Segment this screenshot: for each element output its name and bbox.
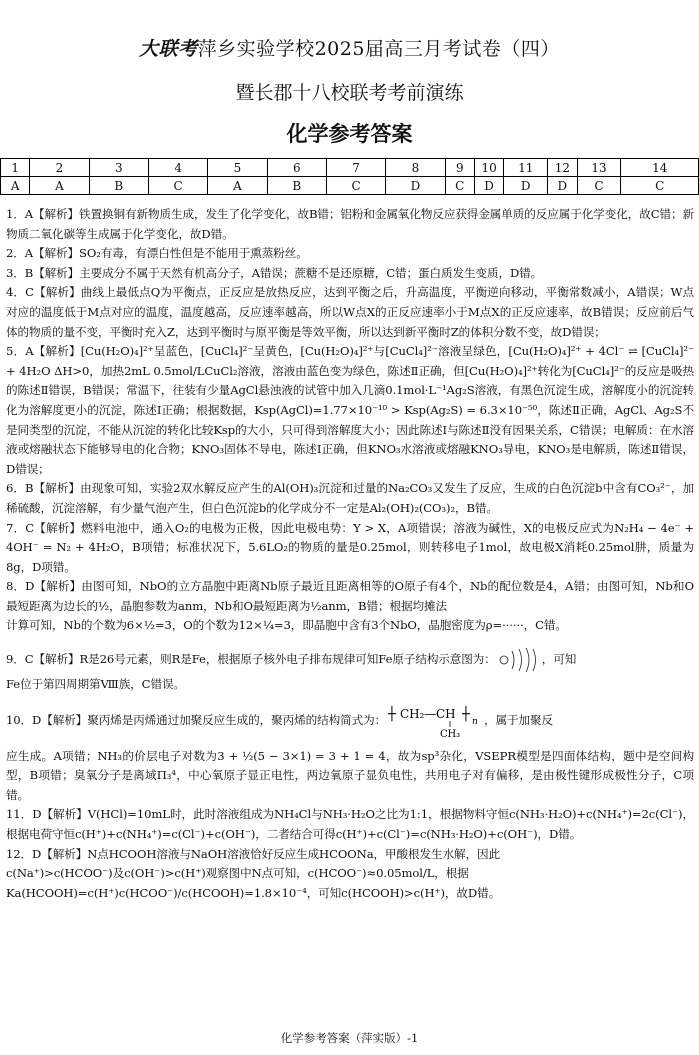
explanation-q2: 2．A【解析】SO₂有毒，有漂白性但是不能用于熏蒸粉丝。	[6, 246, 308, 261]
table-cell: 7	[326, 159, 385, 177]
explanation-q10-cont: ，属于加聚反	[484, 712, 554, 727]
table-cell: 5	[208, 159, 267, 177]
polypropylene-structure	[386, 704, 484, 738]
table-cell: D	[504, 177, 548, 195]
atom-shell-diagram-icon	[496, 645, 542, 675]
table-cell: C	[326, 177, 385, 195]
explanation-q9-cont: ，可知	[541, 652, 577, 667]
explanation-q1: 1．A【解析】铁置换铜有新物质生成，发生了化学变化，故B错；铝粉和金属氧化物反应获得金属单质的反应属于化学变化，故C错；新物质二氧化碳等生成属于化学变化，故D错。	[6, 207, 694, 241]
explanation-q12-part2: c(Na⁺)>c(HCOO⁻)及c(OH⁻)>c(H⁺)观察图中N点可知，c(HCOO⁻)≈0.05mol/L，根据	[6, 866, 469, 881]
table-row-answers	[1, 177, 699, 195]
table-cell: D	[386, 177, 445, 195]
table-cell: 2	[30, 159, 89, 177]
table-cell: B	[89, 177, 148, 195]
page-footer: 化学参考答案（萍实版）-1	[280, 1031, 419, 1045]
table-cell: C	[148, 177, 207, 195]
explanation-q6: 6．B【解析】由现象可知，实验2双水解反应产生的Al(OH)₃沉淀和过量的Na₂CO₃又发生了反应，生成的白色沉淀b中含有CO₃²⁻，加稀硫酸，沉淀溶解，有少量气泡产生，但白色沉淀b的化学成分不一定是Al₂(OH)₂(CO₃)₂，B错。	[6, 481, 694, 515]
exam-title	[0, 34, 699, 61]
explanation-q4: 4．C【解析】曲线上最低点Q为平衡点，正反应是放热反应，达到平衡之后，升高温度，平衡逆向移动，平衡常数减小，A错误；W点对应的温度低于M点对应的温度，温度越高，反应速率越高，所以W点X的正反应速率小于M点X的正反应速率，故B错误；反应前后气体的物质的量不变，平衡时充入Z，达到平衡时与原平衡是等效平衡，所以达到新平衡时Z的体积分数不变，故D错误；	[6, 285, 694, 339]
explanation-q10-end: 应生成。A项错；NH₃的价层电子对数为3 + ½(5 − 3×1) = 3 + 1 = 4，故为sp³杂化，VSEPR模型是四面体结构，题中是空间构型，B项错；臭氧分子是离域Π₃⁴，中心氧原子显正电性，两边氧原子显负电性，共用电子对有偏移，是由极性键形成极性分子，C项错。	[6, 748, 694, 802]
table-cell: 12	[548, 159, 577, 177]
explanations	[6, 205, 694, 903]
explanation-q9-end: Fe位于第四周期第Ⅷ族，C错误。	[6, 677, 185, 692]
table-cell: 9	[445, 159, 474, 177]
svg-text:┼: ┼	[388, 706, 396, 722]
explanation-q3: 3．B【解析】主要成分不属于天然有机高分子，A错误；蔗糖不是还原糖，C错；蛋白质发生变质，D错。	[6, 265, 543, 280]
explanation-q9-text: 9．C【解析】R是26号元素，则R是Fe，根据原子核外电子排布规律可知Fe原子结构示意图为：	[6, 652, 496, 667]
table-cell: B	[267, 177, 326, 195]
table-cell: 8	[386, 159, 445, 177]
explanation-q10-text: 10．D【解析】聚丙烯是丙烯通过加聚反应生成的，聚丙烯的结构简式为：	[6, 712, 387, 727]
table-cell: C	[621, 177, 699, 195]
table-cell: 11	[504, 159, 548, 177]
polymer-n: n	[472, 716, 478, 727]
table-cell: 4	[148, 159, 207, 177]
table-cell: 6	[267, 159, 326, 177]
explanation-q12-part1: 12．D【解析】N点HCOOH溶液与NaOH溶液恰好反应生成HCOONa，甲酸根发生水解，因此	[6, 846, 500, 861]
table-cell: 13	[577, 159, 621, 177]
explanation-q5: 5．A【解析】[Cu(H₂O)₄]²⁺呈蓝色，[CuCl₄]²⁻呈黄色，[Cu(H₂O)₄]²⁺与[CuCl₄]²⁻溶液呈绿色，[Cu(H₂O)₄]²⁺ + 4Cl⁻ ⇌ [CuCl₄]²⁻ + 4H₂O ΔH>0，加热2mL 0.5mol/LCuCl₂溶液，溶液由蓝色变为绿色，陈述Ⅱ正确，但[Cu(H₂O)₄]²⁺转化为[CuCl₄]²⁻的反应是吸热的陈述Ⅱ错误，B错误；常温下，往装有少量AgCl悬浊液的试管中加入几滴0.1mol·L⁻¹Ag₂S溶液，有黑色沉淀生成，溶解度小的沉淀转化为溶解度更小的沉淀，陈述Ⅰ正确；根据数据，Ksp(AgCl)=1.77×10⁻¹⁰ > Ksp(Ag₂S) = 6.3×10⁻⁵⁰，陈述Ⅱ正确，AgCl、Ag₂S不是同类型的沉淀，不能从沉淀的转化比较Ksp的大小，只可得到溶解度大小；因此陈述Ⅰ与陈述Ⅱ没有因果关系，C错误；电解质：在水溶液或熔融状态下能够导电的化合物；KNO₃固体不导电，陈述Ⅰ正确，但KNO₃水溶液或熔融KNO₃导电，KNO₃是电解质，陈述Ⅱ错误，D错误；	[6, 344, 694, 476]
table-cell: 1	[1, 159, 30, 177]
table-cell: A	[1, 177, 30, 195]
explanation-q8-part2: 计算可知，Nb的个数为6×½=3，O的个数为12×¼=3，即晶胞中含有3个NbO，晶胞密度为ρ=······，C错。	[6, 618, 567, 633]
polymer-side-group: CH₃	[440, 728, 461, 738]
answer-table	[0, 158, 699, 195]
explanation-q8-part1: 8．D【解析】由图可知，NbO的立方晶胞中距离Nb原子最近且距离相等的O原子有4个，Nb的配位数是4，A错；由图可知，Nb和O最短距离为边长的½，晶胞参数为anm，Nb和O最短距离为½anm，B错；根据均摊法	[6, 579, 694, 613]
table-cell: C	[445, 177, 474, 195]
exam-subtitle: 暨长郡十八校联考考前演练	[235, 82, 464, 104]
explanation-q12-part3: Ka(HCOOH)=c(H⁺)c(HCOO⁻)/c(HCOOH)=1.8×10⁻⁴，可知c(HCOOH)>c(H⁺)，故D错。	[6, 885, 501, 900]
exam-title-text: 萍乡实验学校2025届高三月考试卷（四）	[197, 38, 560, 60]
explanation-q11: 11．D【解析】V(HCl)=10mL时，此时溶液组成为NH₄Cl与NH₃·H₂O之比为1:1，根据物料守恒c(NH₃·H₂O)+c(NH₄⁺)=2c(Cl⁻)，根据电荷守恒c(H⁺)+c(NH₄⁺)=c(Cl⁻)+c(OH⁻)，二者结合可得c(H⁺)+c(Cl⁻)=c(NH₃·H₂O)+c(OH⁻)，D错。	[6, 807, 694, 842]
svg-text:┼: ┼	[462, 706, 470, 722]
table-cell: 10	[474, 159, 503, 177]
table-row-numbers	[1, 159, 699, 177]
explanation-q10	[6, 704, 694, 738]
table-cell: 3	[89, 159, 148, 177]
brand-label: 大联考	[139, 38, 198, 60]
polymer-main-chain: CH₂—CH	[400, 706, 456, 721]
table-cell: C	[577, 177, 621, 195]
page-heading: 化学参考答案	[286, 121, 413, 146]
table-cell: A	[30, 177, 89, 195]
table-cell: 14	[621, 159, 699, 177]
explanation-q7: 7．C【解析】燃料电池中，通入O₂的电极为正极，因此电极电势：Y > X，A项错误；溶液为碱性，X的电极反应式为N₂H₄ − 4e⁻ + 4OH⁻ = N₂ + 4H₂O，B项错；标准状况下，5.6LO₂的物质的量是0.25mol，则转移电子1mol，故电极X消耗0.25mol肼，质量为8g，D项错。	[6, 520, 694, 574]
explanation-q9	[6, 645, 694, 675]
table-cell: D	[474, 177, 503, 195]
table-cell: D	[548, 177, 577, 195]
table-cell: A	[208, 177, 267, 195]
